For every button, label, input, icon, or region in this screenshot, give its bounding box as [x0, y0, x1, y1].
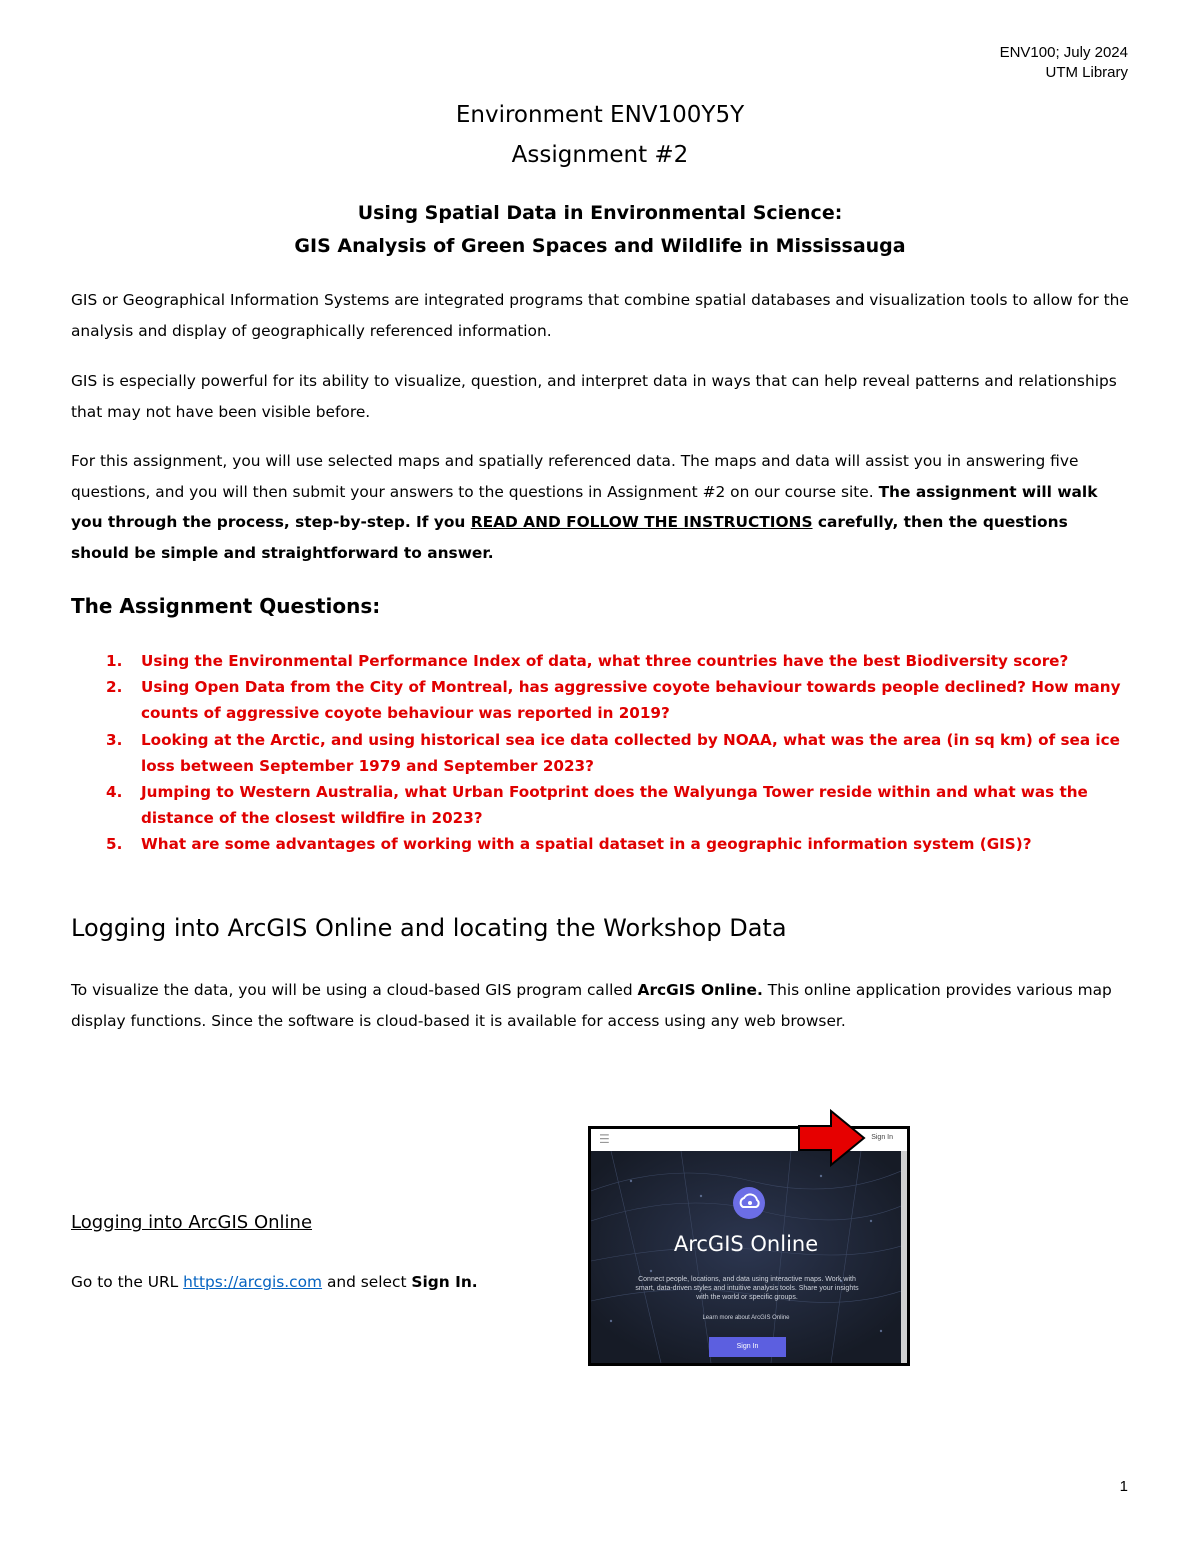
question-text: Jumping to Western Australia, what Urban Footprint does the Walyunga Tower reside within and what was the distance of the closest wildfire in 2023? — [141, 783, 1088, 828]
arcgis-url-link[interactable]: https://arcgis.com — [183, 1273, 323, 1291]
login-heading: Logging into ArcGIS Online — [71, 1212, 313, 1233]
header-course: ENV100; July 2024 — [999, 44, 1128, 61]
questions-list — [98, 648, 1128, 858]
intro-text-1: GIS or Geographical Information Systems are integrated programs that combine spatial databases and visualization tools to allow for the analysis and display of geographically referenced information. — [71, 291, 1129, 340]
intro-text-3-bold-a: The assignment will walk you through the process, step-by-step. If you — [71, 482, 1098, 531]
question-text: Looking at the Arctic, and using historical sea ice data collected by NOAA, what was the area (in sq km) of sea ice loss between September 1979 and September 2023? — [141, 730, 1120, 775]
login-text-bold: Sign In. — [411, 1273, 478, 1291]
hamburger-icon: ☰ — [599, 1132, 610, 1146]
section-text-bold: ArcGIS Online. — [637, 981, 763, 999]
screenshot-sign-in-button: Sign In — [709, 1337, 786, 1357]
subtitle-line-2: GIS Analysis of Green Spaces and Wildlife in Mississauga — [294, 235, 906, 257]
question-number: 3. — [106, 730, 123, 749]
red-arrow-icon — [797, 1108, 867, 1168]
intro-paragraph-2 — [71, 366, 1131, 427]
question-text: What are some advantages of working with a spatial dataset in a geographic information system (GIS)? — [141, 835, 1032, 854]
section-heading: Logging into ArcGIS Online and locating the Workshop Data — [71, 914, 787, 942]
question-number: 4. — [106, 783, 123, 802]
question-text: Using Open Data from the City of Montreal, has aggressive coyote behaviour towards people declined? How many counts of aggressive coyote behaviour was reported in 2019? — [141, 678, 1121, 723]
question-item — [98, 779, 1128, 831]
login-text-b: and select — [322, 1273, 412, 1291]
header-library: UTM Library — [1045, 64, 1128, 81]
document-subtitle — [0, 197, 1200, 263]
title-course: Environment ENV100Y5Y — [455, 102, 745, 128]
section-text — [71, 975, 1131, 1036]
intro-instructions-emphasis: READ AND FOLLOW THE INSTRUCTIONS — [470, 513, 813, 531]
question-item — [98, 674, 1128, 726]
intro-text-3-bold-b: carefully, then the questions should be simple and straightforward to answer. — [71, 513, 1068, 562]
page-number: 1 — [1119, 1478, 1128, 1495]
screenshot-description: Connect people, locations, and data using interactive maps. Work with smart, data-driven styles and intuitive analysis tools. Share your insights with the world or specific groups. — [635, 1276, 859, 1301]
screenshot-sign-in-link: Sign In — [871, 1134, 893, 1141]
section-paragraph — [71, 975, 1131, 1036]
screenshot-learn-more: Learn more about ArcGIS Online — [702, 1315, 790, 1321]
screenshot-scrollbar — [901, 1151, 907, 1363]
question-item — [98, 648, 1128, 674]
intro-text-2: GIS is especially powerful for its ability to visualize, question, and interpret data in ways that can help reveal patterns and relationships that may not have been visible before. — [71, 372, 1117, 421]
title-assignment: Assignment #2 — [511, 142, 689, 168]
document-title — [0, 95, 1200, 175]
subtitle-line-1: Using Spatial Data in Environmental Science: — [357, 202, 843, 224]
question-item — [98, 727, 1128, 779]
intro-paragraph-3 — [71, 446, 1131, 568]
login-text-a: Go to the URL — [71, 1273, 184, 1291]
arcgis-logo-icon — [733, 1187, 765, 1219]
screenshot-app-title: ArcGIS Online — [673, 1232, 819, 1256]
question-item — [98, 831, 1128, 857]
intro-text-3-normal: For this assignment, you will use selected maps and spatially referenced data. The maps and data will assist you in answering five questions, and you will then submit your answers to the questions in Assignment #2 on our course site. — [71, 452, 1079, 501]
login-instructions — [71, 1267, 478, 1297]
question-number: 2. — [106, 678, 123, 697]
question-number: 1. — [106, 652, 123, 670]
questions-heading: The Assignment Questions: — [71, 594, 381, 618]
section-text-b: This online application provides various map display functions. Since the software is cloud-based it is available for access using any web browser. — [71, 981, 1112, 1030]
question-number: 5. — [106, 835, 123, 854]
page-header — [1000, 43, 1128, 83]
intro-text-3 — [71, 446, 1131, 568]
question-text: Using the Environmental Performance Index of data, what three countries have the best Biodiversity score? — [141, 652, 1069, 670]
section-text-a: To visualize the data, you will be using a cloud-based GIS program called — [71, 981, 638, 999]
intro-paragraph-1 — [71, 285, 1131, 346]
